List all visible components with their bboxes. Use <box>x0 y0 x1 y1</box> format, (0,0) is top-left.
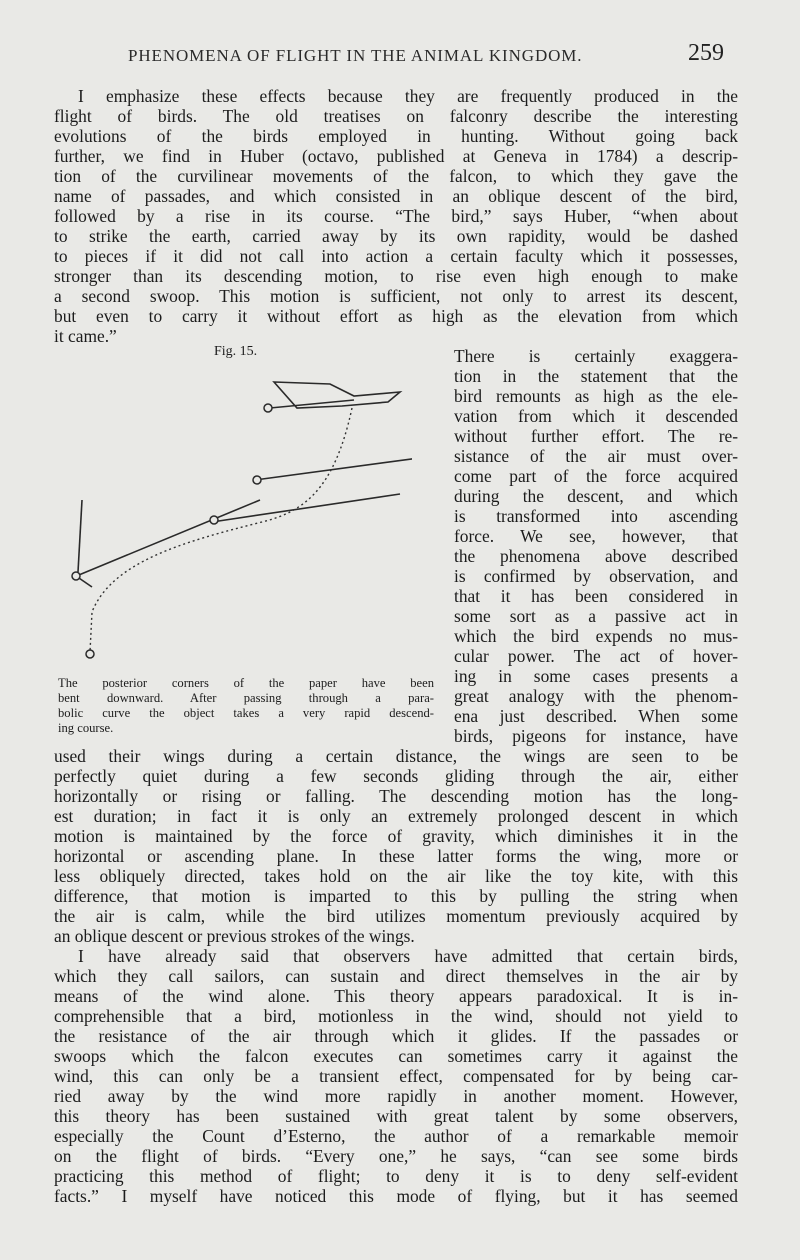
text-line: vation from which it descended <box>454 406 738 426</box>
text-line: the resistance of the air through which it glides. If the passades or <box>54 1026 738 1046</box>
caption-line: ing course. <box>58 721 114 735</box>
trajectory-line <box>78 500 82 572</box>
text-line: further, we find in Huber (octavo, published at Geneva in 1784) a descrip- <box>54 146 738 166</box>
text-line: swoops which the falcon executes can sometimes carry it against the <box>54 1046 738 1066</box>
text-line: evolutions of the birds employed in hunting. Without going back <box>54 126 738 146</box>
text-line: force. We see, however, that <box>454 526 738 546</box>
text-line: flight of birds. The old treatises on falconry describe the interesting <box>54 106 738 126</box>
running-head: PHENOMENA OF FLIGHT IN THE ANIMAL KINGDOM. <box>128 46 583 65</box>
text-line: practicing this method of flight; to deny it is to deny self-evident <box>54 1166 738 1186</box>
figure-label: Fig. 15. <box>214 344 258 359</box>
text-line: facts.” I myself have noticed this mode of flying, but it has seemed <box>54 1186 738 1206</box>
text-line: est duration; in fact it is only an extremely prolonged descent in which <box>54 806 738 826</box>
trajectory-line <box>74 500 260 577</box>
text-line: There is certainly exaggera- <box>454 346 738 366</box>
text-line: difference, that motion is imparted to this by pulling the string when <box>54 886 738 906</box>
text-line: especially the Count d’Esterno, the author of a remarkable memoir <box>54 1126 738 1146</box>
text-line: without further effort. The re- <box>454 426 738 446</box>
text-line: means of the wind alone. This theory appears paradoxical. It is in- <box>54 986 738 1006</box>
text-line: birds, pigeons for instance, have <box>454 726 738 746</box>
caption-line: bent downward. After passing through a para- <box>58 691 434 705</box>
text-line: which they call sailors, can sustain and direct themselves in the air by <box>54 966 738 986</box>
text-line: to strike the earth, carried away by its own rapidity, would be dashed <box>54 226 738 246</box>
position-marker <box>86 650 94 658</box>
text-line: some sort as a passive act in <box>454 606 738 626</box>
text-line: tion of the curvilinear movements of the falcon, to which they gave the <box>54 166 738 186</box>
text-line: bird remounts as high as the ele- <box>454 386 738 406</box>
text-line: stronger than its descending motion, to rise even high enough to make <box>54 266 738 286</box>
text-line: to pieces if it did not call into action a certain faculty which it possesses, <box>54 246 738 266</box>
text-line: ena just described. When some <box>454 706 738 726</box>
page-header <box>0 40 800 70</box>
text-line: is transformed into ascending <box>454 506 738 526</box>
text-line: the phenomena above described <box>454 546 738 566</box>
text-line: horizontal or ascending plane. In these latter forms the wing, more or <box>54 846 738 866</box>
position-marker <box>253 476 261 484</box>
text-line: wind, this can only be a transient effect, compensated for by being car- <box>54 1066 738 1086</box>
text-line: cular power. The act of hover- <box>454 646 738 666</box>
text-line: the air is calm, while the bird utilizes momentum previously acquired by <box>54 906 738 926</box>
text-line: horizontally or rising or falling. The descending motion has the long- <box>54 786 738 806</box>
text-line: comprehensible that a bird, motionless in the wind, should not yield to <box>54 1006 738 1026</box>
text-line: name of passades, and which consisted in an oblique descent of the bird, <box>54 186 738 206</box>
page-number: 259 <box>688 40 724 66</box>
text-line: is confirmed by observation, and <box>454 566 738 586</box>
text-line: sistance of the air must over- <box>454 446 738 466</box>
text-line: a second swoop. This motion is sufficient, not only to arrest its descent, <box>54 286 738 306</box>
text-line: less obliquely directed, takes hold on the air like the toy kite, with this <box>54 866 738 886</box>
position-marker <box>210 516 218 524</box>
text-line: followed by a rise in its course. “The bird,” says Huber, “when about <box>54 206 738 226</box>
text-line: during the descent, and which <box>454 486 738 506</box>
text-line: I emphasize these effects because they are frequently produced in the <box>78 86 738 106</box>
text-line: used their wings during a certain distance, the wings are seen to be <box>54 746 738 766</box>
text-line: motion is maintained by the force of gravity, which diminishes it in the <box>54 826 738 846</box>
text-line: on the flight of birds. “Every one,” he says, “can see some birds <box>54 1146 738 1166</box>
text-line: this theory has been sustained with great talent by some observers, <box>54 1106 738 1126</box>
text-line: tion in the statement that the <box>454 366 738 386</box>
text-line: ried away by the wind more rapidly in another moment. However, <box>54 1086 738 1106</box>
text-line: ing in some cases presents a <box>454 666 738 686</box>
text-line: but even to carry it without effort as high as the elevation from which <box>54 306 738 326</box>
figure-15-illustration <box>62 372 412 672</box>
text-line: perfectly quiet during a few seconds gliding through the air, either <box>54 766 738 786</box>
text-line: an oblique descent or previous strokes of the wings. <box>54 926 415 946</box>
text-line: it came.” <box>54 326 117 346</box>
position-marker <box>264 404 272 412</box>
text-line: that it has been considered in <box>454 586 738 606</box>
trajectory-line <box>255 456 412 480</box>
position-marker <box>72 572 80 580</box>
text-line: I have already said that observers have admitted that certain birds, <box>78 946 738 966</box>
paper-shape <box>274 382 400 408</box>
caption-line: bolic curve the object takes a very rapid descend- <box>58 706 434 720</box>
parabolic-path <box>90 408 352 652</box>
text-line: which the bird expends no mus- <box>454 626 738 646</box>
caption-line: The posterior corners of the paper have been <box>58 676 434 690</box>
text-line: come part of the force acquired <box>454 466 738 486</box>
text-line: great analogy with the phenom- <box>454 686 738 706</box>
